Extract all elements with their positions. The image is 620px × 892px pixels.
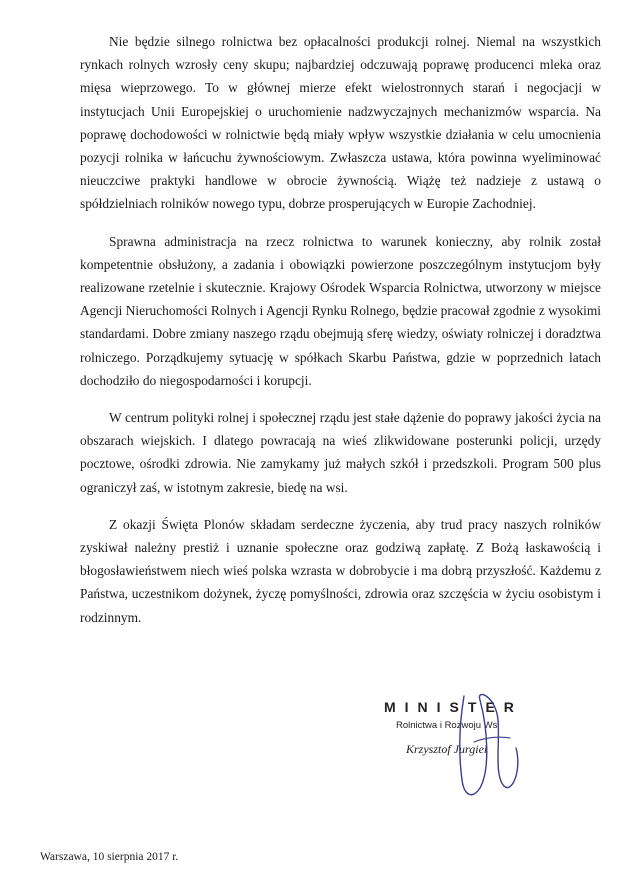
paragraph-profitability: Nie będzie silnego rolnictwa bez opłacalności produkcji rolnej. Niemal na wszystkich rynkach rolnych wzrosły ceny skupu; najbardziej odczuwają poprawę producenci mleka oraz mięsa wieprzowego. To w głównej mierze efekt wielostronnych starań i negocjacji w instytucjach Unii Europejskiej o uruchomienie nadzwyczajnych mechanizmów wsparcia. Na poprawę dochodowości w rolnictwie będą miały wpływ wszystkie działania w celu umocnienia pozycji rolnika w łańcuchu żywnościowym. Zwłaszcza ustawa, która powinna wyeliminować nieuczciwe praktyki handlowe w obrocie żywnością. Wiążę też nadzieje z ustawą o spółdzielniach rolników nowego typu, dobrze prosperujących w Europie Zachodniej. [80, 34, 601, 212]
stamp-ministry: Rolnictwa i Rozwoju Wsi [396, 720, 500, 731]
paragraph-wishes: Z okazji Święta Plonów składam serdeczne życzenia, aby trud pracy naszych rolników zyskiwał należny prestiż i uznanie społeczne oraz godziwą zapłatę. Z Bożą łaskawością i błogosławieństwem niech wieś polska wzrasta w dobrobycie i ma dobrą przyszłość. Każdemu z Państwa, uczestnikom dożynek, życzę pomyślności, zdrowia oraz szczęścia w życiu osobistym i rodzinnym. [80, 516, 601, 625]
signature-stamp [330, 690, 590, 810]
paragraph-administration: Sprawna administracja na rzecz rolnictwa to warunek konieczny, aby rolnik został kompetentnie obsłużony, a zadania i obowiązki powierzone poszczególnym instytucjom były realizowane rzetelnie i skutecznie. Krajowy Ośrodek Wsparcia Rolnictwa, utworzony w miejsce Agencji Nieruchomości Rolnych i Agencji Rynku Rolnego, będzie pracował zgodnie z wysokimi standardami. Dobre zmiany naszego rządu obejmują sferę wiedzy, oświaty rolniczej i doradztwa rolniczego. Porządkujemy sytuację w spółkach Skarbu Państwa, gdzie w poprzednich latach dochodziło do niegospodarności i korupcji. [80, 233, 601, 388]
handwritten-signature-icon [450, 690, 530, 810]
stamp-title: MINISTER [384, 699, 523, 715]
place-and-date: Warszawa, 10 sierpnia 2017 r. [40, 851, 179, 863]
paragraph-rural-policy: W centrum polityki rolnej i społecznej rządu jest stałe dążenie do poprawy jakości życia na obszarach wiejskich. I dlatego powracają na wieś zlikwidowane posterunki policji, urzędy pocztowe, ośrodki zdrowia. Nie zamykamy już małych szkół i przedszkoli. Program 500 plus ograniczył zaś, w istotnym zakresie, biedę na wsi. [80, 410, 601, 495]
letter-body [80, 30, 601, 643]
stamp-minister-name: Krzysztof Jurgiel [406, 742, 488, 756]
